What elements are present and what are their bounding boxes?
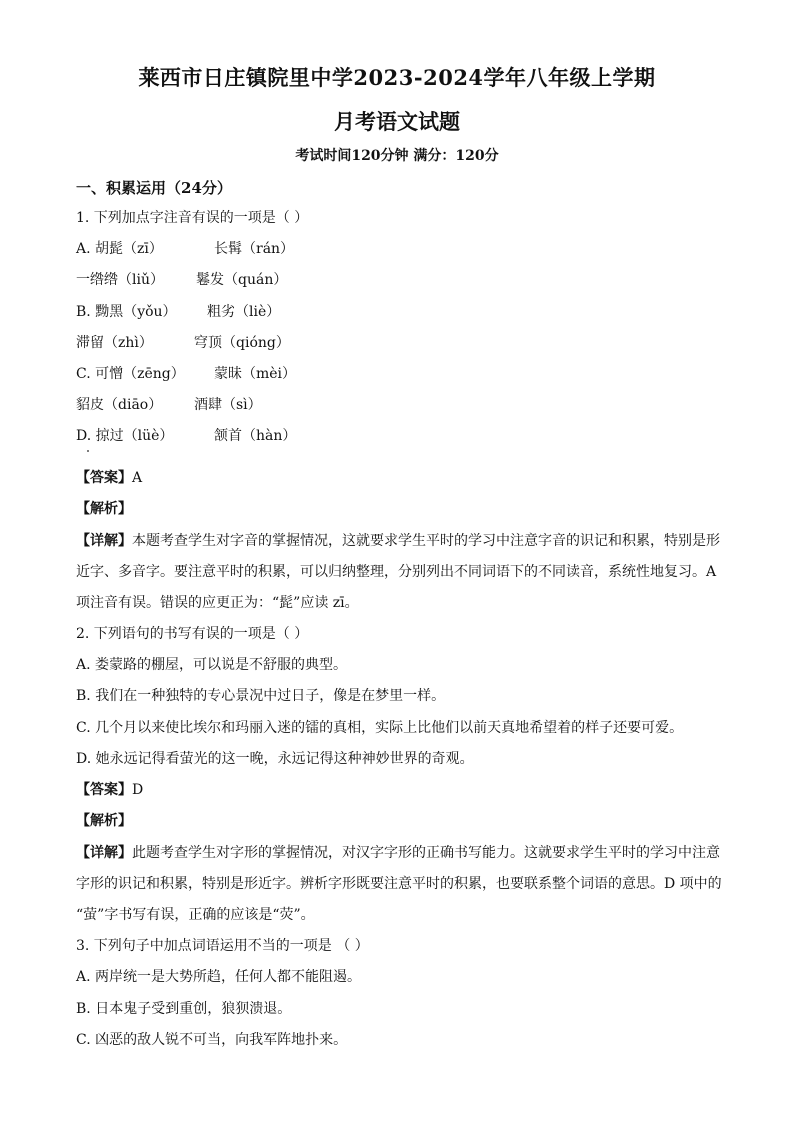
detail-tag: 【详解】 [76, 533, 132, 549]
q1-option-c-1: C. 可憎（zēng） [76, 366, 185, 382]
q1-option-b-4: 穹顶（qióng） [194, 335, 290, 351]
emphasis-dot [87, 450, 89, 452]
q3-stem: 3. 下列句子中加点词语运用不当的一项是 （ ） [76, 938, 369, 954]
q2-stem: 2. 下列语句的书写有误的一项是（ ） [76, 626, 309, 642]
answer-tag: 【答案】 [76, 470, 132, 486]
q3-option-c: C. 凶恶的敌人锐不可当，向我军阵地扑来。 [76, 1032, 348, 1048]
q1-option-c-3: 貂皮（diāo） [76, 397, 163, 413]
q2-detail-3: “萤”字书写有误，正确的应该是“荧”。 [76, 907, 315, 923]
q1-option-b-2: 粗劣（liè） [207, 304, 281, 320]
q2-option-a: A. 娄蒙路的棚屋，可以说是不舒服的典型。 [76, 657, 348, 673]
exam-info: 考试时间120分钟 满分：120分 [295, 148, 499, 164]
answer-tag: 【答案】 [76, 782, 132, 798]
section-heading: 一、积累运用（24分） [76, 179, 232, 197]
q1-detail-3: 项注音有误。错误的应更正为：“髭”应读 zī。 [76, 595, 359, 611]
q2-option-b: B. 我们在一种独特的专心景况中过日子，像是在梦里一样。 [76, 688, 446, 704]
detail-text: 此题考查学生对字形的掌握情况，对汉字字形的正确书写能力。这就要求学生平时的学习中注意 [132, 845, 720, 861]
q1-analysis-tag: 【解析】 [76, 501, 132, 517]
detail-tag: 【详解】 [76, 845, 132, 861]
q1-option-b-1: B. 黝黑（yǒu） [76, 304, 177, 320]
q2-option-c: C. 几个月以来使比埃尔和玛丽入迷的镭的真相，实际上比他们以前天真地希望着的样子还要可爱。 [76, 720, 684, 736]
detail-text: 本题考查学生对字音的掌握情况，这就要求学生平时的学习中注意字音的识记和积累，特别是形 [132, 533, 720, 549]
answer-value: D [132, 782, 144, 798]
q3-option-a: A. 两岸统一是大势所趋，任何人都不能阻遏。 [76, 969, 362, 985]
q1-detail-1 [76, 531, 720, 551]
q1-option-d-2: 颔首（hàn） [214, 428, 297, 444]
q3-option-b: B. 日本鬼子受到重创，狼狈溃退。 [76, 1001, 292, 1017]
q1-detail-2: 近字、多音字。要注意平时的积累，可以归纳整理，分别列出不同词语下的不同读音，系统性地复习。A [76, 564, 717, 580]
exam-title-line1: 莱西市日庄镇院里中学2023-2024学年八年级上学期 [138, 65, 656, 90]
q2-option-d: D. 她永远记得看萤光的这一晚，永远记得这种神妙世界的奇观。 [76, 751, 474, 767]
q2-answer [76, 780, 143, 800]
answer-value: A [132, 470, 143, 486]
q1-option-a-4: 鬈发（quán） [196, 272, 288, 288]
q1-option-a-2: 长髯（rán） [214, 241, 295, 257]
q1-option-c-2: 蒙昧（mèi） [214, 366, 297, 382]
q1-option-a-3: 一绺绺（liǔ） [76, 272, 164, 288]
exam-title-line2: 月考语文试题 [334, 109, 460, 134]
q1-answer [76, 468, 142, 488]
q2-analysis-tag: 【解析】 [76, 813, 132, 829]
q1-option-a-1: A. 胡髭（zī） [76, 241, 163, 257]
q2-detail-1 [76, 843, 720, 863]
q1-option-d-1: D. 掠过（lüè） [76, 428, 174, 444]
q1-option-c-4: 酒肆（sì） [194, 397, 262, 413]
q2-detail-2: 字形的识记和积累，特别是形近字。辨析字形既要注意平时的积累，也要联系整个词语的意思。D 项中的 [76, 876, 722, 892]
q1-option-b-3: 滞留（zhì） [76, 335, 153, 351]
q1-stem: 1. 下列加点字注音有误的一项是（ ） [76, 210, 309, 226]
